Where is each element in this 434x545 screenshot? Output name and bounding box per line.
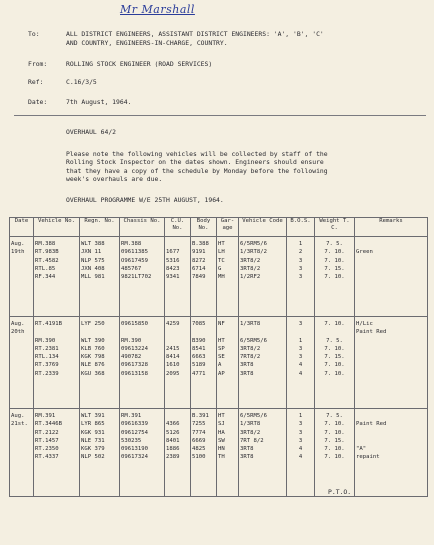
remarks-line: Paint Red — [356, 329, 387, 336]
weight-line: 7. 15. — [324, 265, 345, 272]
cu-line — [166, 337, 189, 345]
remarks-line: "A" — [356, 446, 367, 453]
date-line: Aug. — [11, 413, 25, 419]
body-line: 7085 — [192, 321, 206, 327]
code-line: 3RT8/2 — [240, 345, 261, 352]
weight-line: 7. 10. — [324, 446, 345, 453]
cu-line — [166, 412, 189, 420]
bos-line: 3 — [298, 437, 303, 444]
overhaul-schedule-table — [9, 217, 428, 497]
cu-line: 8414 — [166, 354, 180, 361]
garage-line: SW — [218, 437, 225, 444]
cell-vehicle — [34, 409, 80, 497]
garage-line: SJ — [218, 421, 225, 428]
remarks-line: H/Lic — [356, 321, 373, 327]
cell-remarks — [355, 317, 428, 409]
chassis-line: 09615850 — [121, 321, 148, 327]
remarks-line: Paint Red — [356, 421, 387, 428]
remarks-line — [356, 257, 426, 265]
remarks-line — [356, 273, 426, 281]
to-line-1: ALL DISTRICT ENGINEERS, ASSISTANT DISTRICT ENGINEERS: 'A', 'B', 'C' — [66, 30, 324, 38]
remarks-line: repaint — [356, 454, 380, 461]
table-row — [10, 317, 428, 409]
vehicle-line: RM.390 — [35, 337, 56, 344]
cell-bos — [287, 317, 315, 409]
body-line: 7255 — [192, 421, 206, 428]
regn-line: NLE 731 — [81, 437, 105, 444]
cu-line: 4366 — [166, 421, 180, 428]
date-line: 20th — [11, 329, 25, 336]
garage-line: G — [218, 265, 222, 272]
weight-line: 7. 10. — [324, 345, 345, 352]
body-line: 9191 — [192, 249, 206, 256]
body-line: 4771 — [192, 370, 206, 377]
garage-line — [218, 328, 237, 336]
vehicle-line: RT.2381 — [35, 345, 59, 352]
cell-bos — [287, 237, 315, 317]
remarks-line — [356, 345, 426, 353]
paragraph-line-4: week's overhauls are due. — [66, 175, 163, 184]
table-header-row — [10, 218, 428, 237]
body-line: 8541 — [192, 345, 206, 352]
cell-code — [239, 409, 287, 497]
garage-line: HT — [218, 337, 225, 344]
weight-line: 7. 10. — [324, 249, 345, 256]
body-line — [192, 328, 215, 336]
header-garage: Gar- age — [217, 218, 239, 237]
bos-line: 3 — [298, 354, 303, 361]
cell-vehicle — [34, 237, 80, 317]
header-divider — [14, 115, 426, 116]
vehicle-line — [35, 328, 78, 336]
body-line: 5100 — [192, 454, 206, 461]
chassis-line: 09613158 — [121, 370, 148, 377]
vehicle-line: RT.983B — [35, 249, 59, 256]
cell-chassis — [120, 317, 165, 409]
vehicle-line: RTL.134 — [35, 354, 59, 361]
chassis-line: RM.388 — [121, 241, 142, 247]
table-body — [10, 237, 428, 497]
garage-line: HT — [218, 413, 225, 419]
code-line: 7RT8/2 — [240, 354, 261, 361]
cell-regn — [80, 409, 120, 497]
weight-line — [316, 328, 353, 336]
regn-line: JXN 408 — [81, 265, 105, 272]
bos-line: 4 — [298, 446, 303, 453]
code-line: 3RT8 — [240, 362, 254, 369]
vehicle-line: RM.391 — [35, 413, 56, 419]
table-row — [10, 237, 428, 317]
cu-line: 1886 — [166, 446, 180, 453]
from-label: From: — [28, 60, 48, 68]
weight-line: 7. 5. — [326, 413, 343, 419]
vehicle-line: RT.2122 — [35, 429, 59, 436]
garage-line: MH — [218, 274, 225, 281]
cell-chassis — [120, 237, 165, 317]
bos-line: 3 — [298, 345, 303, 352]
remarks-line — [356, 337, 426, 345]
regn-line: WLT 388 — [81, 241, 105, 247]
bos-line: 3 — [298, 421, 303, 428]
chassis-line: 09613190 — [121, 446, 148, 453]
bos-line: 2 — [298, 249, 303, 256]
notice-paragraph — [66, 150, 426, 184]
remarks-line — [356, 412, 426, 420]
vehicle-line: RT.2350 — [35, 446, 59, 453]
weight-line: 7. 10. — [324, 370, 345, 377]
vehicle-line: RT.3446B — [35, 421, 62, 428]
cell-garage — [217, 409, 239, 497]
header-date: Date — [10, 218, 34, 237]
bos-line: 4 — [298, 362, 303, 369]
garage-line: NF — [218, 321, 225, 327]
cell-date — [10, 409, 34, 497]
regn-line — [81, 328, 118, 336]
bos-line: 3 — [298, 429, 303, 436]
weight-line: 7. 10. — [324, 429, 345, 436]
regn-line: WLT 391 — [81, 413, 105, 419]
paragraph-line-1: Please note the following vehicles will be collected by staff of the — [66, 150, 328, 158]
body-line: 6663 — [192, 354, 206, 361]
header-code: Vehicle Code — [239, 218, 287, 237]
cell-garage — [217, 237, 239, 317]
code-line: 3RT8 — [240, 454, 254, 461]
regn-line: WLT 390 — [81, 337, 105, 344]
vehicle-line: RTL.85 — [35, 265, 56, 272]
bos-line: 3 — [298, 274, 303, 281]
code-line: 1/2RF2 — [240, 274, 261, 281]
cell-body — [191, 317, 217, 409]
chassis-line: 09616339 — [121, 421, 148, 428]
body-line: B390 — [192, 337, 206, 344]
bos-line: 1 — [298, 413, 303, 419]
garage-line: TC — [218, 257, 225, 264]
bos-line: 3 — [298, 257, 303, 264]
header-remarks: Remarks — [355, 218, 428, 237]
body-line: 6669 — [192, 437, 206, 444]
remarks-line — [356, 265, 426, 273]
bos-line: 1 — [298, 241, 303, 247]
pto-label: P.T.O. — [328, 488, 352, 496]
regn-line: NLP 502 — [81, 454, 105, 461]
code-line: 3RT8 — [240, 446, 254, 453]
code-line: 3RT8 — [240, 370, 254, 377]
chassis-line: 09611385 — [121, 249, 148, 256]
chassis-line: 530235 — [121, 437, 142, 444]
vehicle-line: RT.4337 — [35, 454, 59, 461]
weight-line: 7. 10. — [324, 274, 345, 281]
regn-line: KGK 379 — [81, 446, 105, 453]
chassis-line: 09617328 — [121, 362, 148, 369]
regn-line: JXN 11 — [81, 249, 102, 256]
cu-line — [166, 240, 189, 248]
code-line: 6/5RM5/6 — [240, 241, 267, 247]
chassis-line — [121, 328, 163, 336]
weight-line: 7. 10. — [324, 257, 345, 264]
remarks-line — [356, 361, 426, 369]
vehicle-line: RT.4582 — [35, 257, 59, 264]
cu-line: 1677 — [166, 249, 180, 256]
header-chassis: Chassis No. — [120, 218, 165, 237]
cell-garage — [217, 317, 239, 409]
chassis-line: 09617324 — [121, 454, 148, 461]
cell-body — [191, 237, 217, 317]
bos-line: 1 — [298, 337, 303, 344]
cu-line: 2095 — [166, 370, 180, 377]
remarks-line — [356, 437, 426, 445]
bos-line: 4 — [298, 454, 303, 461]
cell-cu — [165, 317, 191, 409]
remarks-line — [356, 429, 426, 437]
regn-line: KGU 368 — [81, 370, 105, 377]
header-regn: Regn. No. — [80, 218, 120, 237]
chassis-line: O9617459 — [121, 257, 148, 264]
body-line: 4825 — [192, 446, 206, 453]
cu-line: 5126 — [166, 429, 180, 436]
to-line-2: AND COUNTRY, ENGINEERS-IN-CHARGE, COUNTRY. — [66, 39, 228, 47]
paragraph-line-3: that they have a copy of the schedule by Monday before the following — [66, 166, 328, 175]
regn-line: MLL 981 — [81, 274, 105, 281]
cell-regn — [80, 317, 120, 409]
vehicle-line: RT.1457 — [35, 437, 59, 444]
regn-line: LYF 250 — [81, 321, 105, 327]
code-line: 1/3RT8/2 — [240, 249, 267, 256]
body-line: B.391 — [192, 413, 209, 419]
weight-line: 7. 10. — [324, 421, 345, 428]
remarks-line — [356, 353, 426, 361]
date-line: Aug. — [11, 241, 25, 247]
regn-line: NLE 876 — [81, 362, 105, 369]
cell-remarks — [355, 237, 428, 317]
body-line: B.388 — [192, 241, 209, 247]
cell-weight — [315, 237, 355, 317]
header-vehicle: Vehicle No. — [34, 218, 80, 237]
code-line: 3RT8/2 — [240, 265, 261, 272]
cell-code — [239, 317, 287, 409]
garage-line: SE — [218, 354, 225, 361]
remarks-line — [356, 370, 426, 378]
vehicle-line: RT.2339 — [35, 370, 59, 377]
garage-line: HT — [218, 241, 225, 247]
body-line: 6714 — [192, 265, 206, 272]
chassis-line: RM.391 — [121, 413, 142, 419]
chassis-line: 09612754 — [121, 429, 148, 436]
cu-line: 8423 — [166, 265, 180, 272]
to-recipients — [66, 30, 426, 48]
weight-line: 7. 5. — [326, 241, 343, 247]
cell-weight — [315, 317, 355, 409]
remarks-line: Green — [356, 249, 373, 256]
header-bos: B.O.S. — [287, 218, 315, 237]
cell-cu — [165, 237, 191, 317]
garage-line: TH — [218, 454, 225, 461]
code-line: 7RT 8/2 — [240, 437, 264, 444]
cu-line: 8401 — [166, 437, 180, 444]
header-weight: Weight T. C. — [315, 218, 355, 237]
body-line: 7849 — [192, 274, 206, 281]
regn-line: KGK 798 — [81, 354, 105, 361]
cell-code — [239, 237, 287, 317]
date-line: 21st. — [11, 421, 28, 428]
chassis-line: 485767 — [121, 265, 142, 272]
date-label: Date: — [28, 98, 48, 106]
cu-line: 5316 — [166, 257, 180, 264]
cu-line: 1610 — [166, 362, 180, 369]
programme-title: OVERHAUL PROGRAMME W/E 25TH AUGUST, 1964. — [66, 196, 224, 204]
header-cu: C.U. No. — [165, 218, 191, 237]
bos-line: 3 — [298, 321, 303, 327]
from-value: ROLLING STOCK ENGINEER (ROAD SERVICES) — [66, 60, 213, 68]
garage-line: HA — [218, 429, 225, 436]
code-line — [240, 328, 285, 336]
cu-line: 2389 — [166, 454, 180, 461]
body-line: 7774 — [192, 429, 206, 436]
vehicle-line: RT.4191B — [35, 321, 62, 327]
cell-chassis — [120, 409, 165, 497]
vehicle-line: RM.388 — [35, 241, 56, 247]
garage-line: SP — [218, 345, 225, 352]
weight-line: 7. 10. — [324, 362, 345, 369]
date-value: 7th August, 1964. — [66, 98, 132, 106]
cell-cu — [165, 409, 191, 497]
garage-line: A — [218, 362, 222, 369]
cell-date — [10, 317, 34, 409]
vehicle-line: RT.3769 — [35, 362, 59, 369]
body-line: 8272 — [192, 257, 206, 264]
cu-line: 9341 — [166, 274, 180, 281]
cell-remarks — [355, 409, 428, 497]
cell-body — [191, 409, 217, 497]
code-line: 1/3RT8 — [240, 421, 261, 428]
code-line: 6/5RM5/6 — [240, 337, 267, 344]
chassis-line: 490782 — [121, 354, 142, 361]
code-line: 3RT8/2 — [240, 257, 261, 264]
bos-line: 4 — [298, 370, 303, 377]
regn-line: NLP 575 — [81, 257, 105, 264]
code-line: 1/3RT8 — [240, 321, 261, 327]
cell-regn — [80, 237, 120, 317]
regn-line: LYR 865 — [81, 421, 105, 428]
bos-line: 3 — [298, 265, 303, 272]
chassis-line: 9821LT702 — [121, 274, 152, 281]
cell-date — [10, 237, 34, 317]
garage-line: AP — [218, 370, 225, 377]
date-line: 19th — [11, 249, 25, 256]
regn-line: KLB 760 — [81, 345, 105, 352]
garage-line: LH — [218, 249, 225, 256]
code-line: 3RT8/2 — [240, 429, 261, 436]
ref-value: C.16/3/5 — [66, 78, 97, 86]
cu-line — [166, 328, 189, 336]
chassis-line: 09613224 — [121, 345, 148, 352]
to-label: To: — [28, 30, 40, 38]
body-line: 5189 — [192, 362, 206, 369]
cell-vehicle — [34, 317, 80, 409]
weight-line: 7. 10. — [324, 454, 345, 461]
cell-weight — [315, 409, 355, 497]
remarks-line — [356, 240, 426, 248]
bos-line — [288, 328, 313, 336]
weight-line: 7. 15. — [324, 354, 345, 361]
cu-line: 4259 — [166, 321, 180, 327]
table-row — [10, 409, 428, 497]
weight-line: 7. 15. — [324, 437, 345, 444]
code-line: 6/5RM5/6 — [240, 413, 267, 419]
weight-line: 7. 5. — [326, 337, 343, 344]
garage-line: HN — [218, 446, 225, 453]
regn-line: KGK 931 — [81, 429, 105, 436]
vehicle-line: RF.344 — [35, 274, 56, 281]
cu-line: 2415 — [166, 345, 180, 352]
chassis-line: RM.390 — [121, 337, 142, 344]
overhaul-heading: OVERHAUL 64/2 — [66, 128, 117, 136]
weight-line: 7. 10. — [324, 321, 345, 327]
paragraph-line-2: Rolling Stock Inspector on the dates shown. Engineers should ensure — [66, 158, 324, 167]
header-body: Body No. — [191, 218, 217, 237]
ref-label: Ref: — [28, 78, 44, 86]
date-line: Aug. — [11, 321, 25, 327]
cell-bos — [287, 409, 315, 497]
handwritten-note: Mr Marshall — [120, 3, 195, 16]
